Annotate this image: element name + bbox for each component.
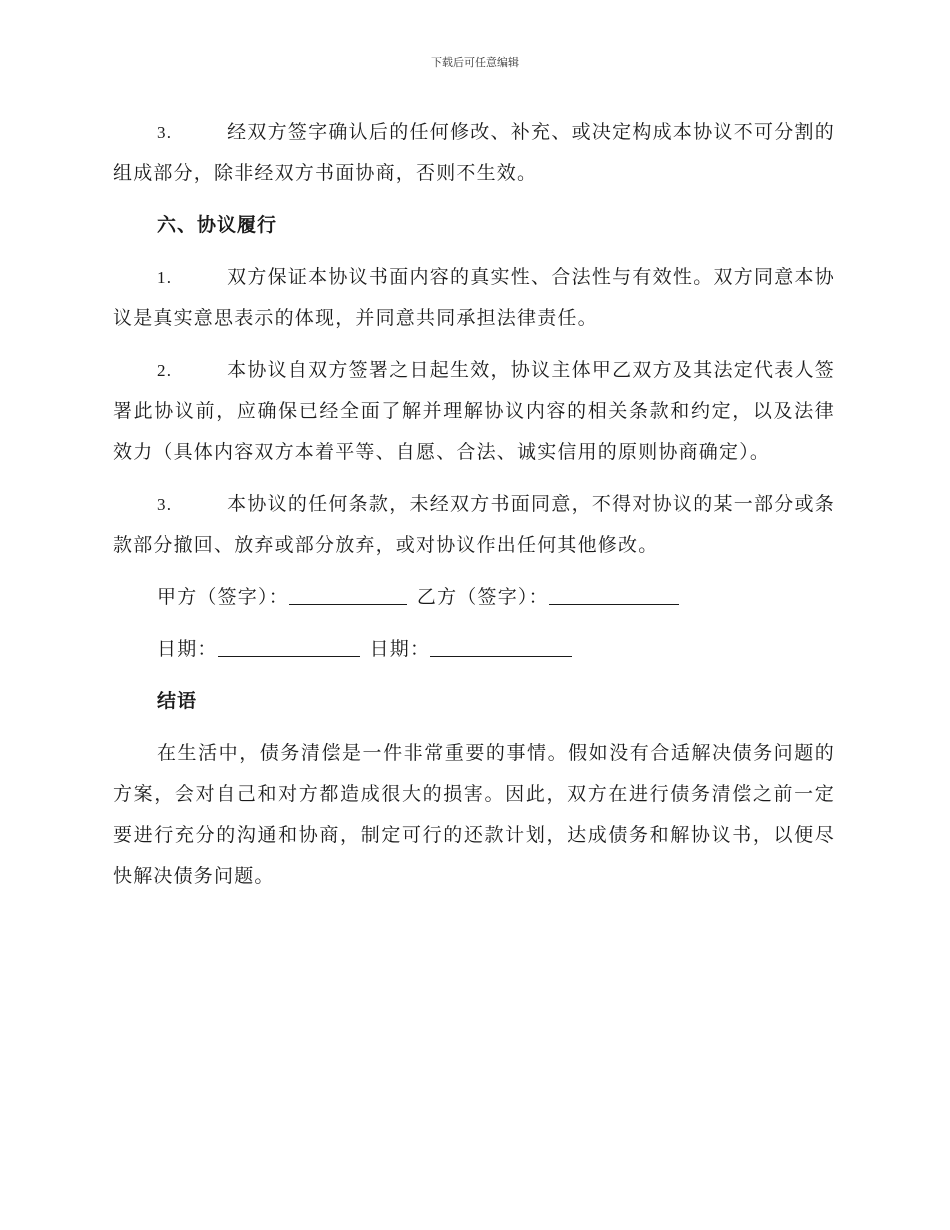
clause-6-1: [113, 257, 835, 339]
party-b-signature-blank[interactable]: [549, 580, 679, 605]
clause-text: 本协议的任何条款，未经双方书面同意，不得对协议的某一部分或条款部分撤回、放弃或部分放弃，或对协议作出任何其他修改。: [113, 493, 835, 556]
party-a-signature-blank[interactable]: [289, 580, 407, 605]
page-header: 下载后可任意编辑: [431, 56, 519, 69]
clause-number: 1.: [157, 268, 173, 287]
date-row: [157, 629, 835, 670]
clause-5-3: [113, 112, 835, 194]
party-a-date-blank[interactable]: [218, 632, 360, 657]
party-b-signature-label: 乙方（签字）：: [416, 586, 549, 608]
conclusion-title: 结语: [157, 690, 198, 712]
clause-6-2: [113, 350, 835, 473]
party-a-signature-label: 甲方（签字）：: [157, 586, 289, 608]
signature-row: [157, 577, 835, 618]
clause-number: 2.: [157, 361, 173, 380]
clause-text: 经双方签字确认后的任何修改、补充、或决定构成本协议不可分割的组成部分，除非经双方书面协商，否则不生效。: [113, 121, 835, 184]
party-a-date-label: 日期：: [157, 638, 218, 660]
clause-number: 3.: [157, 123, 173, 142]
clause-text: 双方保证本协议书面内容的真实性、合法性与有效性。双方同意本协议是真实意思表示的体现，并同意共同承担法律责任。: [113, 266, 835, 329]
party-b-date-label: 日期：: [369, 638, 431, 660]
document-body: [113, 112, 835, 897]
section-6-title: 六、协议履行: [157, 214, 278, 236]
clause-6-3: [113, 484, 835, 566]
clause-number: 3.: [157, 495, 173, 514]
party-b-date-blank[interactable]: [430, 632, 572, 657]
conclusion-text: 在生活中，债务清偿是一件非常重要的事情。假如没有合适解决债务问题的方案，会对自己和对方都造成很大的损害。因此，双方在进行债务清偿之前一定要进行充分的沟通和协商，制定可行的还款计划，达成债务和解协议书，以便尽快解决债务问题。: [113, 742, 835, 887]
clause-text: 本协议自双方签署之日起生效，协议主体甲乙双方及其法定代表人签署此协议前，应确保已经全面了解并理解协议内容的相关条款和约定，以及法律效力（具体内容双方本着平等、自愿、合法、诚实信用的原则协商确定）。: [113, 359, 835, 463]
